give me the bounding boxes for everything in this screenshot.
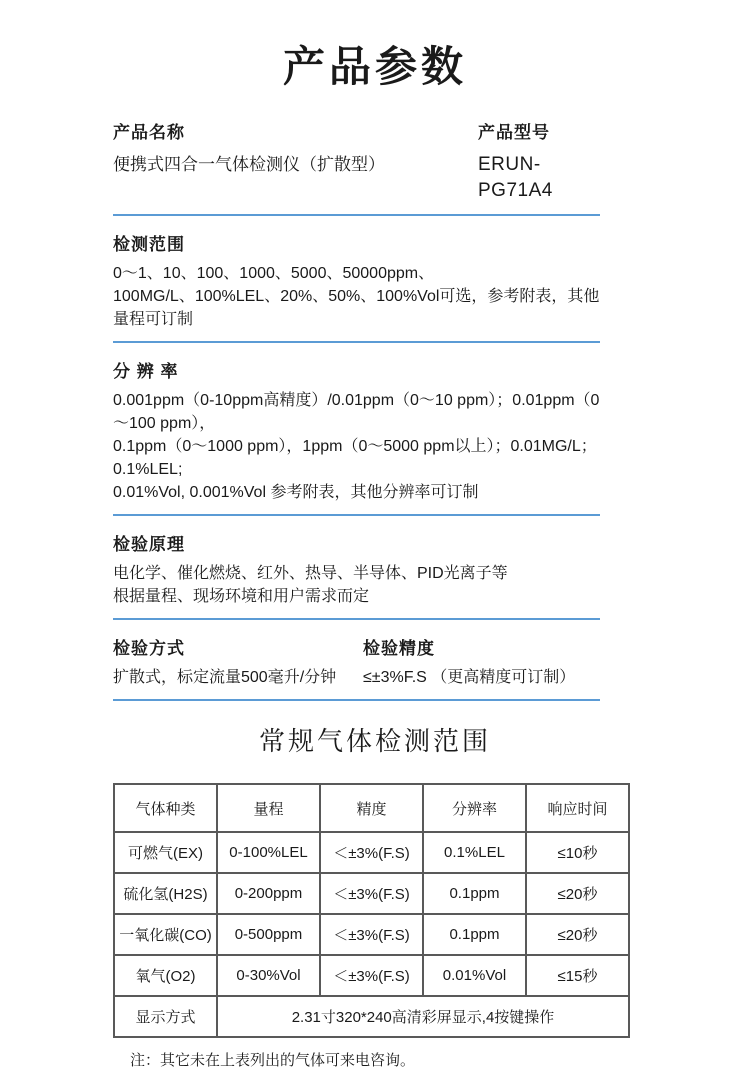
resolution-line2: 0.1ppm（0～1000 ppm），1ppm（0～5000 ppm以上）；0.01MG/L；0.1%LEL; — [113, 438, 597, 479]
method-label: 检验方式 — [113, 639, 185, 659]
display-row-value: 2.31寸320*240高清彩屏显示,4按键操作 — [217, 996, 629, 1037]
header-cell-response-time: 响应时间 — [526, 784, 629, 832]
table-cell: 可燃气(EX) — [114, 832, 217, 873]
principle-body — [113, 562, 603, 608]
display-row-label: 显示方式 — [114, 996, 217, 1037]
table-cell: 0.1ppm — [423, 873, 526, 914]
section-divider — [113, 214, 600, 216]
resolution-line3: 0.01%Vol, 0.001%Vol 参考附表，其他分辨率可订制 — [113, 484, 479, 502]
resolution-line1: 0.001ppm（0-10ppm高精度）/0.01ppm（0～10 ppm）；0.01ppm（0～100 ppm）， — [113, 392, 600, 433]
table-cell: 0-30%Vol — [217, 955, 320, 996]
product-model-label: 产品型号 — [478, 123, 550, 143]
table-cell: ≤20秒 — [526, 873, 629, 914]
detection-range-label: 检测范围 — [113, 235, 185, 255]
section-divider — [113, 341, 600, 343]
accuracy-value: ≤±3%F.S （更高精度可订制） — [363, 669, 576, 687]
table-cell: 0.01%Vol — [423, 955, 526, 996]
section-divider — [113, 699, 600, 701]
header-cell-accuracy: 精度 — [320, 784, 423, 832]
gas-table-header-row — [114, 784, 629, 832]
table-cell: ≤20秒 — [526, 914, 629, 955]
table-row-co — [114, 914, 629, 955]
table-cell: ≤10秒 — [526, 832, 629, 873]
accuracy-label: 检验精度 — [363, 639, 435, 659]
section-divider — [113, 618, 600, 620]
product-spec-page — [0, 28, 750, 1070]
product-name-label: 产品名称 — [113, 123, 185, 143]
section-divider — [113, 514, 600, 516]
table-cell: ＜±3%(F.S) — [320, 955, 423, 996]
page-title: 产品参数 — [282, 43, 467, 91]
resolution-label: 分 辨 率 — [113, 362, 179, 382]
product-name-value: 便携式四合一气体检测仪（扩散型） — [113, 155, 385, 175]
method-value: 扩散式，标定流量500毫升/分钟 — [113, 669, 337, 687]
detection-range-section — [113, 234, 603, 331]
header-cell-range: 量程 — [217, 784, 320, 832]
product-name-block — [113, 122, 478, 204]
resolution-body — [113, 389, 603, 504]
principle-section — [113, 534, 603, 608]
table-cell: ＜±3%(F.S) — [320, 832, 423, 873]
table-cell: 硫化氢(H2S) — [114, 873, 217, 914]
table-row-display — [114, 996, 629, 1037]
table-cell: 0.1ppm — [423, 914, 526, 955]
table-cell: ≤15秒 — [526, 955, 629, 996]
principle-line1: 电化学、催化燃烧、红外、热导、半导体、PID光离子等 — [113, 565, 508, 583]
accuracy-block — [363, 638, 603, 689]
gas-table — [113, 783, 630, 1038]
detection-range-line1: 0～1、10、100、1000、5000、50000ppm、 — [113, 265, 435, 283]
table-cell: 一氧化碳(CO) — [114, 914, 217, 955]
detection-range-body — [113, 262, 603, 331]
table-cell: 0-200ppm — [217, 873, 320, 914]
table-row-ex — [114, 832, 629, 873]
product-identity-section — [113, 122, 603, 204]
table-cell: 氧气(O2) — [114, 955, 217, 996]
product-model-value: ERUN-PG71A4 — [478, 154, 553, 202]
method-accuracy-section — [113, 638, 603, 689]
table-cell: 0-100%LEL — [217, 832, 320, 873]
header-cell-resolution: 分辨率 — [423, 784, 526, 832]
footnote: 注：其它未在上表列出的气体可来电咨询。 — [130, 1052, 416, 1070]
table-cell: ＜±3%(F.S) — [320, 873, 423, 914]
method-block — [113, 638, 363, 689]
detection-range-line2: 100MG/L、100%LEL、20%、50%、100%Vol可选，参考附表，其他量程可订制 — [113, 288, 600, 329]
principle-line2: 根据量程、现场环境和用户需求而定 — [113, 588, 370, 606]
table-cell: 0.1%LEL — [423, 832, 526, 873]
spec-content — [113, 122, 603, 701]
header-cell-gas-type: 气体种类 — [114, 784, 217, 832]
product-model-block — [478, 122, 603, 204]
resolution-section — [113, 361, 603, 504]
gas-table-title: 常规气体检测范围 — [258, 726, 491, 757]
principle-label: 检验原理 — [113, 535, 185, 555]
table-row-o2 — [114, 955, 629, 996]
table-row-h2s — [114, 873, 629, 914]
table-cell: ＜±3%(F.S) — [320, 914, 423, 955]
table-cell: 0-500ppm — [217, 914, 320, 955]
